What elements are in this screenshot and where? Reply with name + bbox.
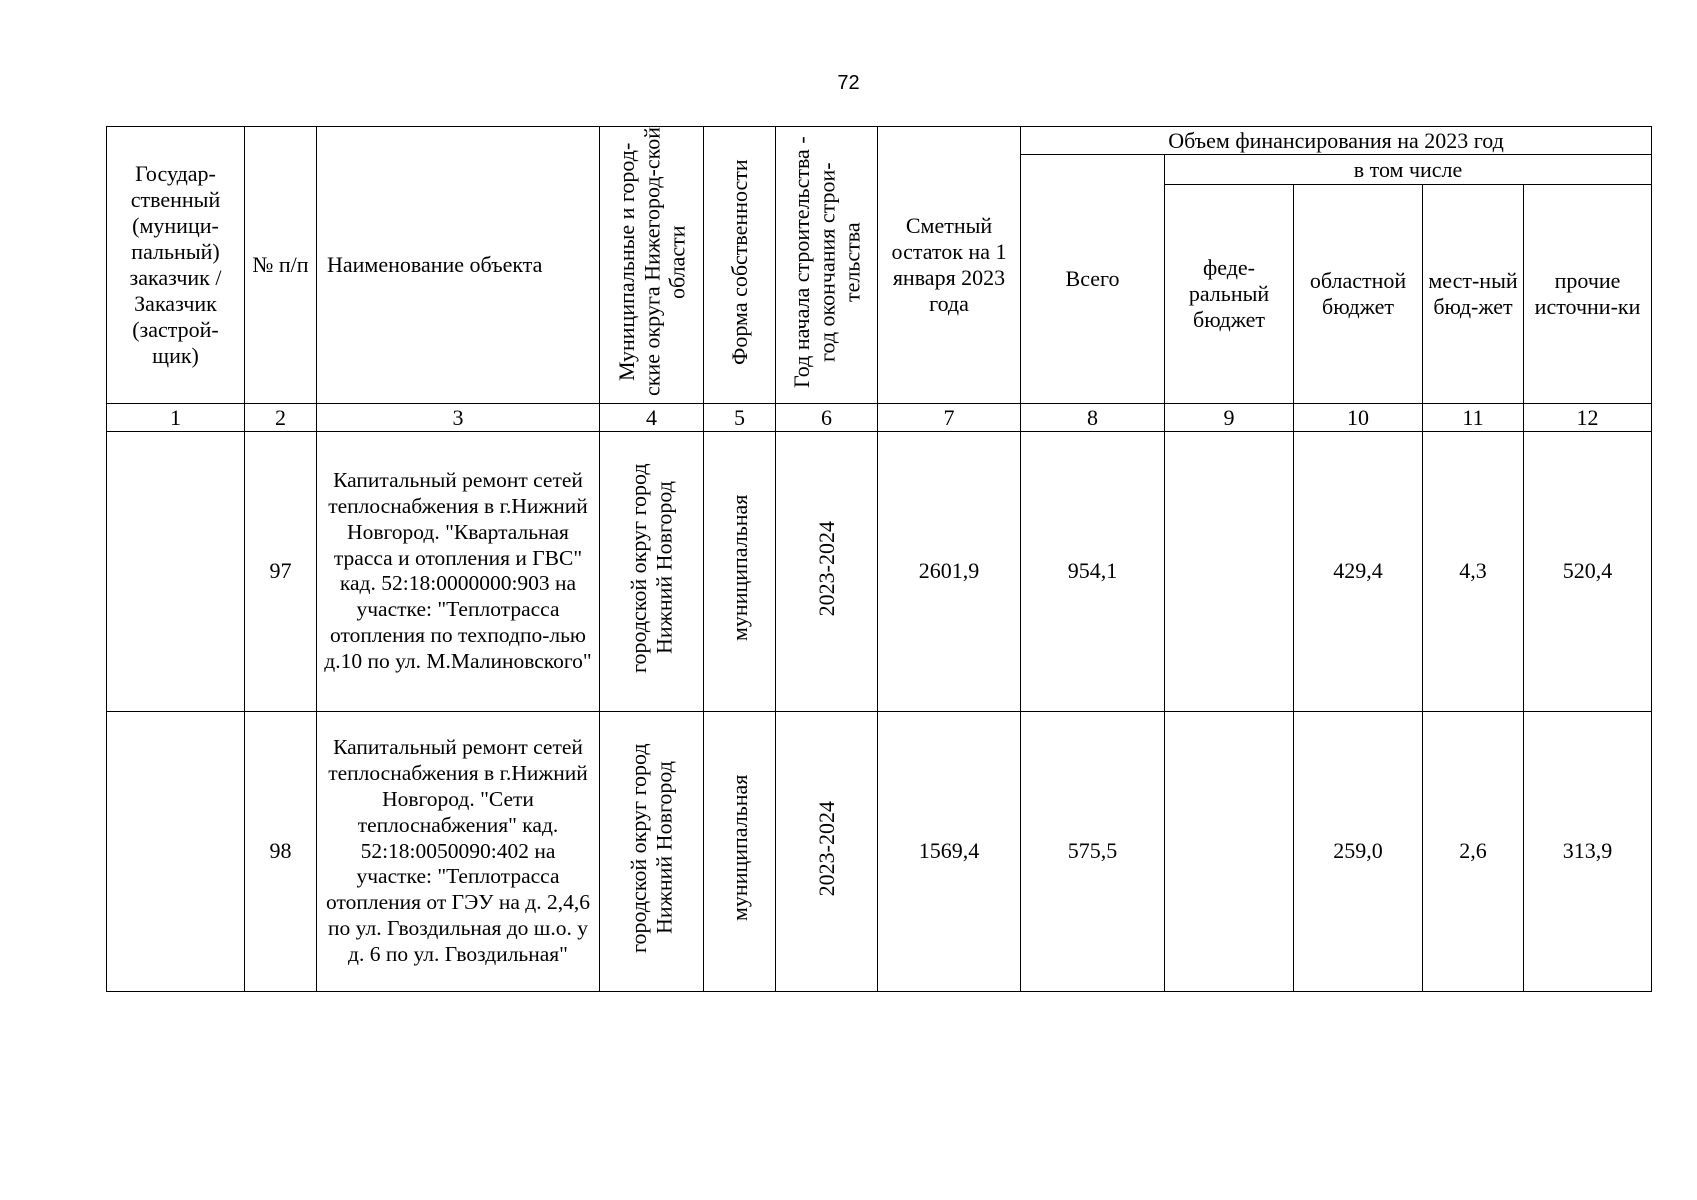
header-districts xyxy=(600,127,704,404)
row-regional: 429,4 xyxy=(1294,431,1423,711)
header-federal: феде-ральный бюджет xyxy=(1165,184,1294,403)
row-number: 97 xyxy=(245,431,317,711)
header-number: № п/п xyxy=(245,127,317,404)
row-object-name: Капитальный ремонт сетей теплоснабжения в г.Нижний Новгород. "Сети теплоснабжения" кад. 52:18:0050090:402 на участке: "Теплотрасса отопления от ГЭУ на д. 2,4,6 по ул. Гвоздильная до ш.о. у д. 6 по ул. Гвоздильная" xyxy=(317,711,600,991)
row-years-text: 2023-2024 xyxy=(813,520,839,617)
row-years-text: 2023-2024 xyxy=(813,800,839,897)
row-other: 313,9 xyxy=(1524,711,1652,991)
row-district xyxy=(600,431,704,711)
column-numbers-row xyxy=(107,403,1652,431)
column-number: 1 xyxy=(107,403,245,431)
row-years xyxy=(776,711,878,991)
row-ownership-text: муниципальная xyxy=(726,775,752,922)
header-customer: Государ-ственный (муници-пальный) заказчик / Заказчик (застрой-щик) xyxy=(107,127,245,404)
header-years-text: Год начала строительства - год окончания строи-тельства xyxy=(788,136,865,388)
table-row xyxy=(107,431,1652,711)
column-number: 11 xyxy=(1423,403,1524,431)
header-ownership-text: Форма собственности xyxy=(726,159,752,365)
row-estimate-balance: 1569,4 xyxy=(878,711,1021,991)
row-federal xyxy=(1165,431,1294,711)
row-object-name: Капитальный ремонт сетей теплоснабжения в г.Нижний Новгород. "Квартальная трасса и отопления и ГВС" кад. 52:18:0000000:903 на участке: "Теплотрасса отопления по техподпо-лью д.10 по ул. М.Малиновского" xyxy=(317,431,600,711)
column-number: 7 xyxy=(878,403,1021,431)
row-local: 4,3 xyxy=(1423,431,1524,711)
row-other: 520,4 xyxy=(1524,431,1652,711)
row-number: 98 xyxy=(245,711,317,991)
header-other: прочие источни-ки xyxy=(1524,184,1652,403)
header-regional: областной бюджет xyxy=(1294,184,1423,403)
header-districts-text: Муниципальные и город-ские округа Нижегород-ской области xyxy=(613,127,690,397)
table-row xyxy=(107,711,1652,991)
row-ownership xyxy=(704,711,776,991)
column-number: 10 xyxy=(1294,403,1423,431)
row-district-text: городской округ город Нижний Новгород xyxy=(626,463,677,674)
row-ownership xyxy=(704,431,776,711)
row-local: 2,6 xyxy=(1423,711,1524,991)
row-customer xyxy=(107,431,245,711)
column-number: 5 xyxy=(704,403,776,431)
row-regional: 259,0 xyxy=(1294,711,1423,991)
header-local: мест-ный бюд-жет xyxy=(1423,184,1524,403)
header-total: Всего xyxy=(1021,155,1165,404)
column-number: 8 xyxy=(1021,403,1165,431)
column-number: 2 xyxy=(245,403,317,431)
column-number: 6 xyxy=(776,403,878,431)
row-ownership-text: муниципальная xyxy=(726,495,752,642)
row-district xyxy=(600,711,704,991)
header-ownership xyxy=(704,127,776,404)
row-district-text: городской округ город Нижний Новгород xyxy=(626,743,677,954)
header-years xyxy=(776,127,878,404)
row-estimate-balance: 2601,9 xyxy=(878,431,1021,711)
row-federal xyxy=(1165,711,1294,991)
header-row-1 xyxy=(107,127,1652,155)
header-financing-2023: Объем финансирования на 2023 год xyxy=(1021,127,1652,155)
row-years xyxy=(776,431,878,711)
column-number: 3 xyxy=(317,403,600,431)
row-customer xyxy=(107,711,245,991)
header-including: в том числе xyxy=(1165,155,1652,185)
financing-table xyxy=(106,126,1652,992)
header-object-name: Наименование объекта xyxy=(317,127,600,404)
column-number: 12 xyxy=(1524,403,1652,431)
row-total: 575,5 xyxy=(1021,711,1165,991)
column-number: 4 xyxy=(600,403,704,431)
row-total: 954,1 xyxy=(1021,431,1165,711)
header-estimate-balance: Сметный остаток на 1 января 2023 года xyxy=(878,127,1021,404)
column-number: 9 xyxy=(1165,403,1294,431)
page-number: 72 xyxy=(837,72,860,94)
